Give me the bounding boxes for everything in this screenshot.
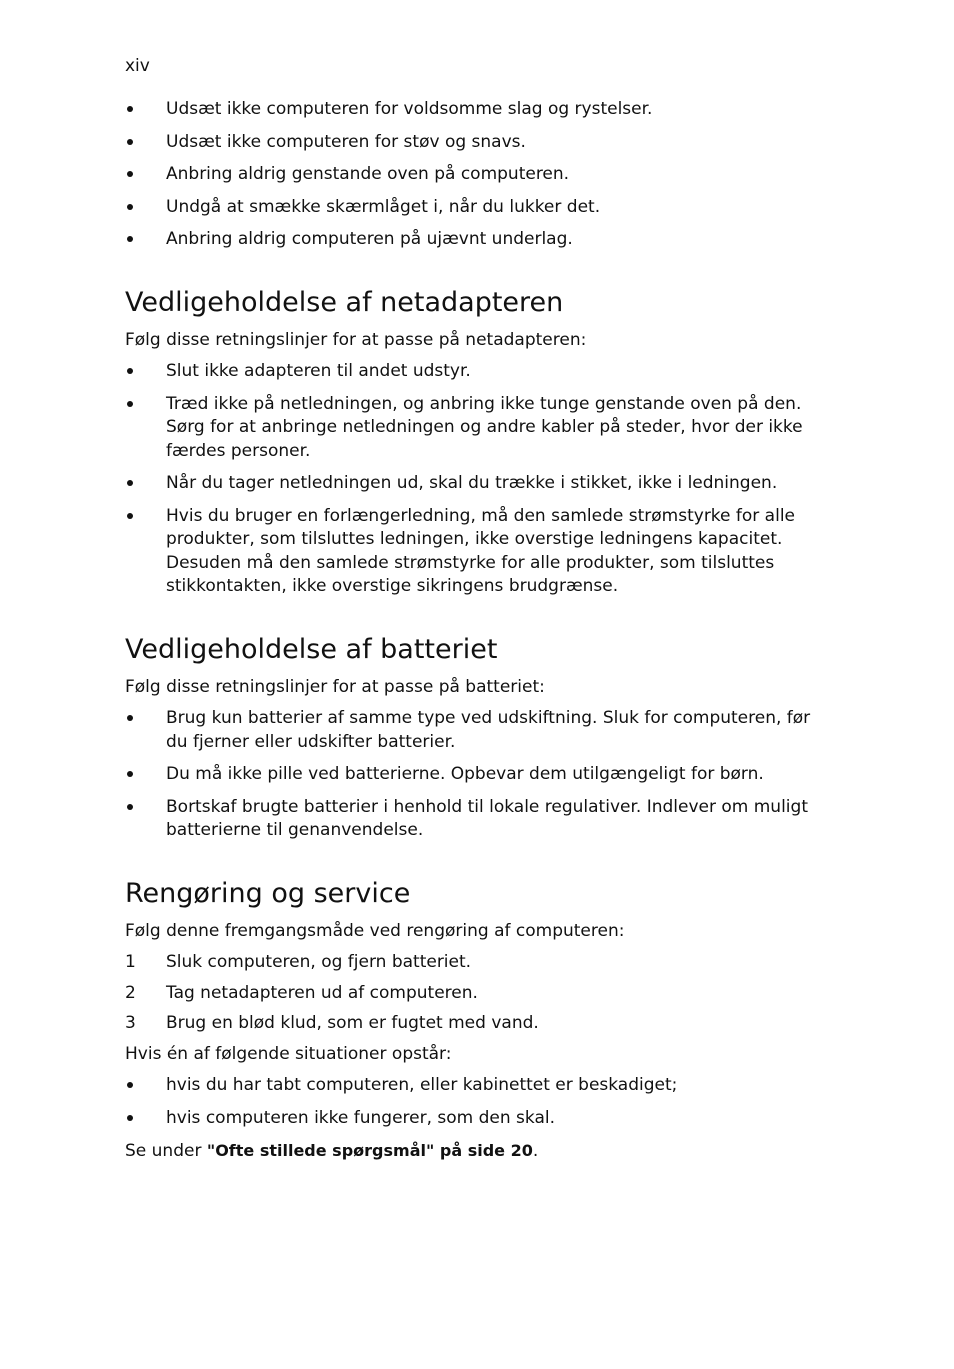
list-item: Anbring aldrig genstande oven på computeren.: [125, 163, 825, 187]
section-cleaning: [125, 877, 825, 1164]
list-item: Udsæt ikke computeren for voldsomme slag og rystelser.: [125, 98, 825, 122]
situations-intro: Hvis én af følgende situationer opstår:: [125, 1043, 452, 1064]
step-item: [125, 951, 825, 975]
step-item: [125, 1012, 825, 1036]
see-suffix: .: [532, 1141, 539, 1161]
step-item: [125, 982, 825, 1006]
list-item: Slut ikke adapteren til andet udstyr.: [125, 360, 825, 384]
faq-cross-reference-link[interactable]: "Ofte stillede spørgsmål" på side 20: [206, 1141, 533, 1160]
list-item: Du må ikke pille ved batterierne. Opbevar dem utilgængeligt for børn.: [125, 763, 825, 787]
page-content: [125, 98, 825, 1172]
section-heading: Vedligeholdelse af netadapteren: [125, 286, 564, 318]
list-item: Bortskaf brugte batterier i henhold til lokale regulativer. Indlever om muligt batterierne til genanvendelse.: [125, 796, 825, 843]
list-item: hvis computeren ikke fungerer, som den skal.: [125, 1107, 825, 1131]
battery-bullet-list: [125, 707, 825, 843]
step-text: Tag netadapteren ud af computeren.: [166, 982, 478, 1003]
step-text: Brug en blød klud, som er fugtet med vand.: [166, 1013, 539, 1033]
list-item: hvis du har tabt computeren, eller kabinettet er beskadiget;: [125, 1074, 825, 1098]
see-reference: [125, 1139, 825, 1164]
see-prefix: Se under: [125, 1141, 207, 1161]
section-adapter: [125, 286, 825, 599]
section-intro: Følg disse retningslinjer for at passe på batteriet:: [125, 676, 545, 697]
step-number: 1: [125, 952, 136, 972]
step-text: Sluk computeren, og fjern batteriet.: [166, 952, 472, 972]
list-item: Undgå at smække skærmlåget i, når du lukker det.: [125, 196, 825, 220]
list-item: Anbring aldrig computeren på ujævnt underlag.: [125, 228, 825, 252]
list-item: Brug kun batterier af samme type ved udskiftning. Sluk for computeren, før du fjerner eller udskifter batterier.: [125, 707, 825, 754]
page-number: xiv: [125, 56, 150, 76]
intro-bullet-list: [125, 98, 825, 252]
section-battery: [125, 633, 825, 843]
section-intro: Følg denne fremgangsmåde ved rengøring af computeren:: [125, 920, 625, 941]
section-intro: Følg disse retningslinjer for at passe på netadapteren:: [125, 329, 587, 350]
adapter-bullet-list: [125, 360, 825, 599]
cleaning-step-list: [125, 951, 825, 1036]
step-number: 3: [125, 1013, 136, 1033]
step-number: 2: [125, 982, 136, 1003]
list-item: Når du tager netledningen ud, skal du trække i stikket, ikke i ledningen.: [125, 472, 825, 496]
list-item: Træd ikke på netledningen, og anbring ikke tunge genstande oven på den. Sørg for at anbringe netledningen og andre kabler på steder, hvor der ikke færdes personer.: [125, 393, 825, 464]
list-item: Udsæt ikke computeren for støv og snavs.: [125, 131, 825, 155]
situations-bullet-list: [125, 1074, 825, 1130]
list-item: Hvis du bruger en forlængerledning, må den samlede strømstyrke for alle produkter, som tilsluttes ledningen, ikke overstige ledningens kapacitet. Desuden må den samlede strømstyrke for alle produkter, som tilsluttes stikkontakten, ikke overstige sikringens brudgrænse.: [125, 505, 825, 599]
section-heading: Vedligeholdelse af batteriet: [125, 633, 498, 665]
section-heading: Rengøring og service: [125, 877, 411, 909]
